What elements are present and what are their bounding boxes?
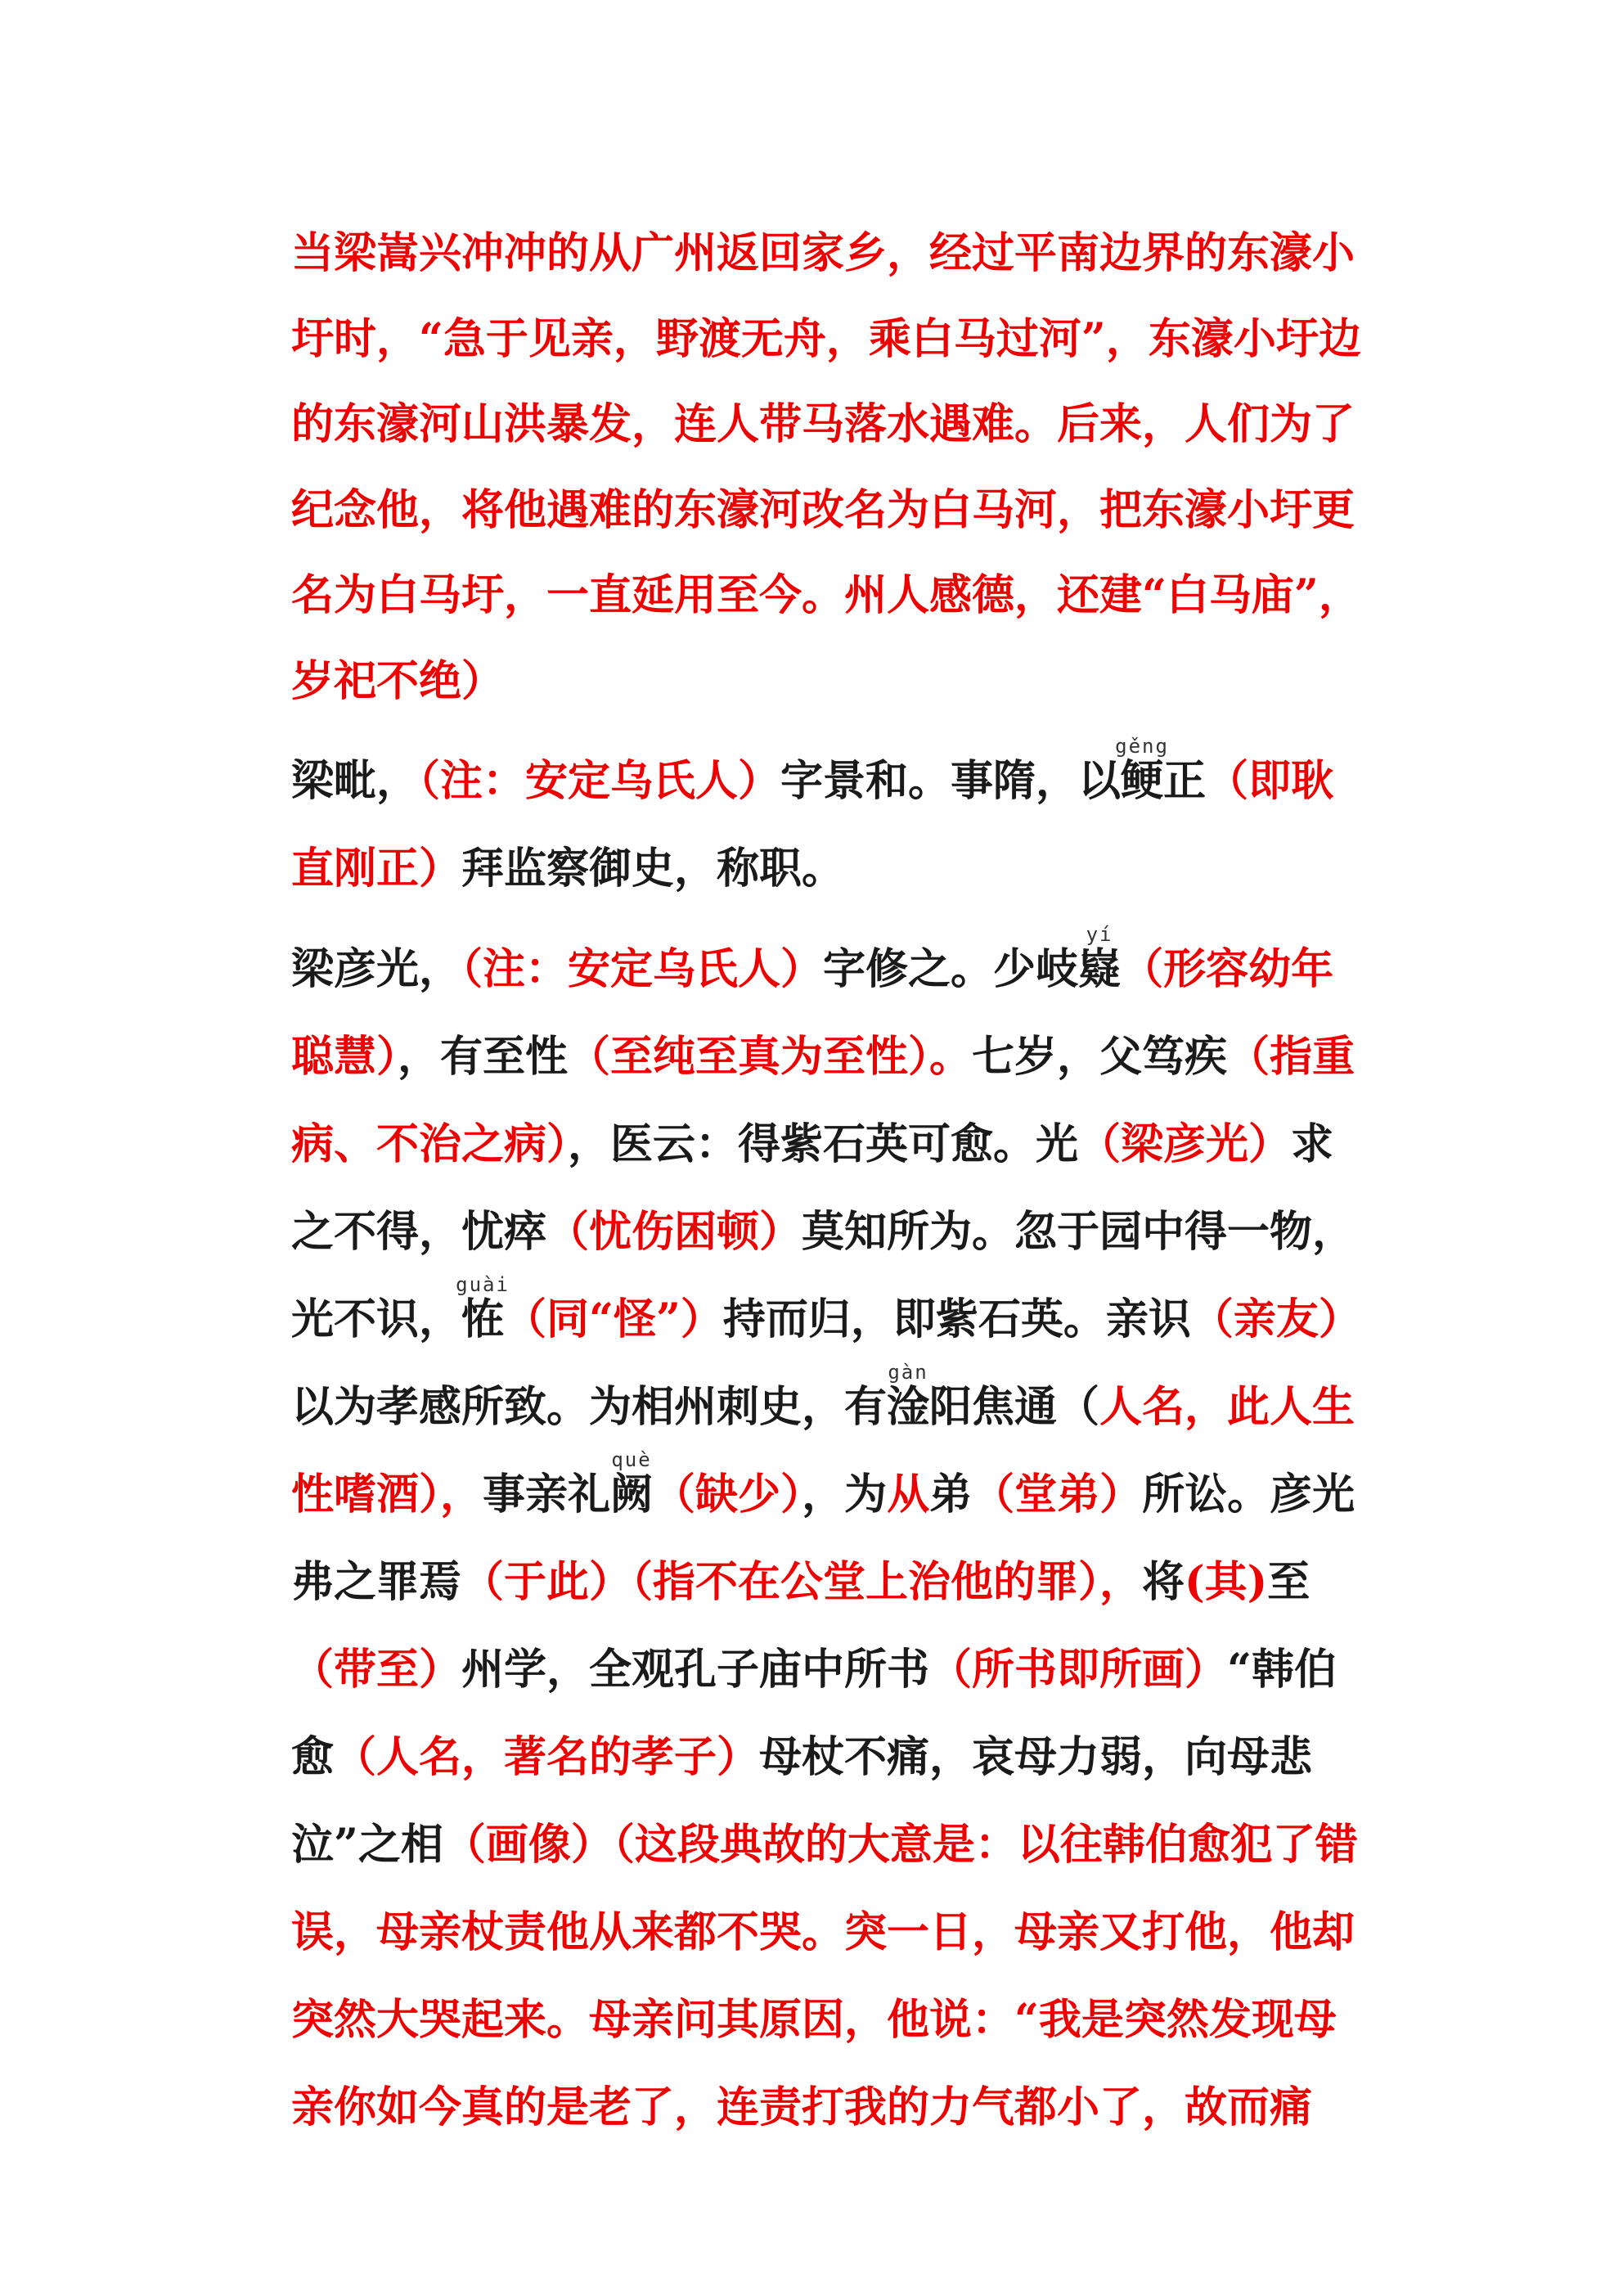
main-text: ，有至性 [398,1032,569,1082]
main-text: ，医云：得紫石英可愈。光 [568,1119,1079,1169]
pinyin-annotation: yí [1078,923,1122,946]
annotated-character-text: 嶷 [1078,944,1122,994]
annotation-text: （缺少） [653,1470,803,1519]
body-text [291,211,1376,2151]
annotated-character-text: 恠 [456,1294,510,1344]
main-text: 以为孝感所致。为相州刺史，有 [291,1382,888,1432]
annotation-text: （忧伤困顿） [546,1207,803,1257]
annotation-text: （所书即所画） [929,1645,1228,1695]
annotated-character-text: 鲠 [1115,756,1169,806]
annotation-text: （堂弟） [972,1470,1143,1519]
annotation-text: （画像）（这段典故的大意是：以往韩伯愈犯了错误，母亲杖责他从来都不哭。突一日，母亲又打他，他却突然大哭起来。母亲问其原因，他说：“我是突然发现母亲你如今真的是老了，连责打我的力气都小了，故而痛 [291,1820,1358,2132]
pinyin-annotation: gàn [887,1361,930,1384]
annotation-text: （带至） [291,1645,462,1695]
main-text: 所讼。彦光弗之罪焉 [291,1470,1355,1607]
paragraph-liang-song-story [291,211,1376,724]
annotated-character-text: 淦 [887,1382,930,1432]
paragraph-liang-yanguang [291,925,1376,2151]
main-text: 拜监察御史，称职。 [461,844,845,894]
main-text: 求之不得，忧瘁 [291,1119,1334,1257]
annotation-text: 从 [887,1470,930,1519]
main-text: “韩伯愈 [291,1645,1337,1782]
annotation-text: 当梁嵩兴冲冲的从广州返回家乡，经过平南边界的东濠小圩时，“急于见亲，野渡无舟，乘白马过河”，东濠小圩边的东濠河山洪暴发，连人带马落水遇难。后来，人们为了纪念他，将他遇难的东濠河改名为白马河，把东濠小圩更名为白马圩，一直延用至今。州人感德，还建“白马庙”，岁祀不绝） [291,228,1361,706]
main-text: ，为 [802,1470,888,1519]
annotation-text: （形容幼年聪慧） [291,944,1334,1082]
main-text: 字景和。事隋，以 [780,756,1122,806]
main-text: 阳焦通（ [929,1382,1100,1432]
annotated-character [610,1448,654,1519]
pinyin-annotation: gěng [1115,735,1169,758]
main-text: 事亲礼 [483,1470,611,1519]
annotated-character [887,1361,930,1432]
main-text: 至 [1267,1557,1311,1607]
annotation-text: （指重病、不治之病） [291,1032,1355,1169]
annotated-character-text: 阙 [610,1470,654,1519]
annotation-text: （同“怪”） [504,1294,723,1344]
annotation-text: （注：安定乌氏人） [419,756,781,806]
annotated-character [1078,923,1122,994]
annotated-character [456,1273,510,1344]
pinyin-annotation: guài [456,1273,510,1296]
main-text: 梁毗， [291,756,420,806]
main-text: 州学，全观孔子庙中所书 [461,1645,930,1695]
annotation-text: （至纯至真为至性）。 [568,1032,973,1082]
pinyin-annotation: què [610,1448,654,1471]
annotation-text: （人名，著名的孝子） [334,1732,760,1782]
paragraph-liang-pi [291,737,1376,912]
annotation-text: （注：安定乌氏人） [461,944,824,994]
main-text: 字修之。少岐 [823,944,1079,994]
main-text: 七岁，父笃疾 [972,1032,1228,1082]
main-text: 母杖不痛，哀母力弱，向母悲泣”之相 [291,1732,1313,1870]
main-text: 持而归，即紫石英。亲识 [722,1294,1191,1344]
annotated-character [1115,735,1169,806]
annotation-text: （梁彦光） [1078,1119,1292,1169]
main-text: 将 [1142,1557,1185,1607]
main-text: 正 [1163,756,1207,806]
annotation-text: （即耿直刚正） [291,756,1334,894]
annotation-text: （亲友） [1190,1294,1361,1344]
main-text: 莫知所为。忽于园中得一物，光不识， [291,1207,1355,1344]
annotation-text: 人名，此人生性嗜酒）， [291,1382,1355,1519]
annotation-text: （于此）（指不在公堂上治他的罪）， [461,1557,1143,1607]
main-text: 弟 [929,1470,973,1519]
annotation-text: (其) [1185,1557,1268,1607]
main-text: 梁彦光， [291,944,462,994]
